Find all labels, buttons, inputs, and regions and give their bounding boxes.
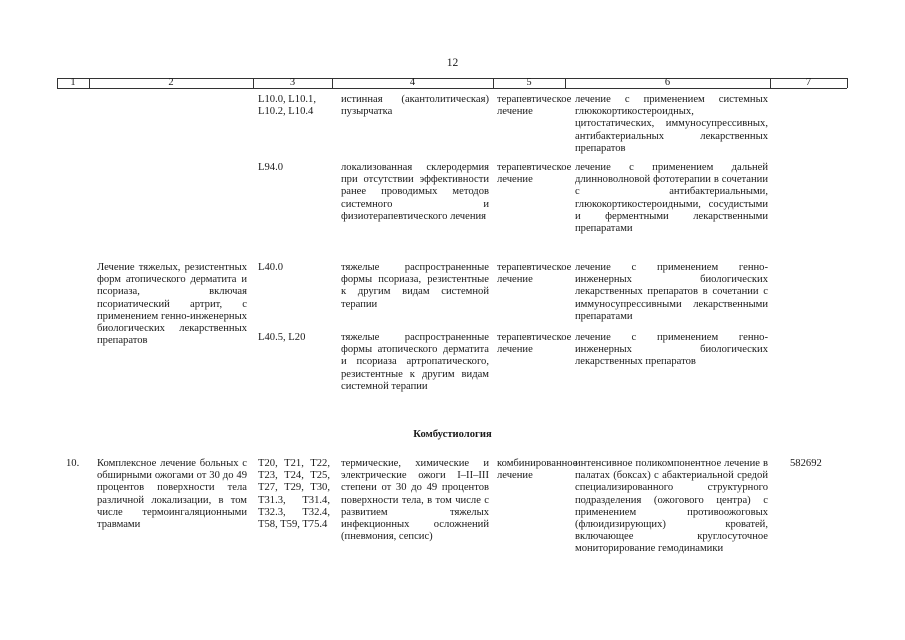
treatment-type: комбинированное лечение	[497, 458, 578, 482]
disease-model: истинная (акантолитическая) пузырчатка	[341, 94, 489, 118]
icd-codes: L40.5, L20	[258, 332, 306, 343]
treatment-type: терапевтическое лечение	[497, 162, 572, 186]
cost-value: 582692	[790, 458, 822, 469]
header-col-7: 7	[805, 77, 812, 88]
disease-model: тяжелые распространенные формы псориаза, резистентные к другим видам системной терапии	[341, 262, 489, 310]
treatment-type: терапевтическое лечение	[497, 94, 572, 118]
header-col-3: 3	[289, 77, 296, 88]
icd-codes: L94.0	[258, 162, 284, 173]
header-divider	[770, 78, 771, 88]
icd-codes: L10.0, L10.1, L10.2, L10.4	[258, 94, 316, 118]
treatment-type: терапевтическое лечение	[497, 332, 572, 356]
header-col-1: 1	[70, 77, 76, 88]
header-divider	[847, 78, 848, 88]
header-col-2: 2	[168, 77, 174, 88]
header-divider	[332, 78, 333, 88]
page-number: 12	[446, 57, 459, 69]
header-divider	[565, 78, 566, 88]
icd-codes: L40.0	[258, 262, 284, 273]
treatment-method: лечение с применением генно-инженерных биологических лекарственных препаратов	[575, 332, 768, 368]
treatment-type: терапевтическое лечение	[497, 262, 572, 286]
profile-name: Комплексное лечение больных с обширными ожогами от 30 до 49 процентов поверхности тела различной локализации, в том числе термоингаляционными травмами	[97, 458, 247, 531]
header-col-6: 6	[664, 77, 671, 88]
treatment-method: лечение с применением генно-инженерных биологических лекарственных препаратов в сочетании с иммуносупрессивными лекарственными препаратами	[575, 262, 768, 322]
header-divider	[57, 78, 58, 88]
row-number: 10.	[66, 458, 80, 469]
disease-model: локализованная склеродермия при отсутствии эффективности ранее проводимых методов системного и физиотерапевтического лечения	[341, 162, 489, 222]
profile-name: Лечение тяжелых, резистентных форм атопического дерматита и псориаза, включая псориатический артрит, с применением генно-инженерных биологических лекарственных препаратов	[97, 262, 247, 347]
header-divider	[89, 78, 90, 88]
section-title: Комбустиология	[413, 429, 492, 440]
disease-model: термические, химические и электрические ожоги I–II–III степени от 30 до 49 процентов поверхности тела, в том числе с развитием тяжелых инфекционных осложнений (пневмония, сепсис)	[341, 458, 489, 543]
treatment-method: лечение с применением дальней длинноволновой фототерапии в сочетании с антибактериальными, глюкокортикостероидными, сосудистыми и ферментными лекарственными препаратами	[575, 162, 768, 235]
disease-model: тяжелые распространенные формы атопического дерматита и псориаза артропатического, резистентные к другим видам системной терапии	[341, 332, 489, 392]
header-col-4: 4	[409, 77, 416, 88]
header-bottom-rule	[57, 88, 847, 89]
treatment-method: интенсивное поликомпонентное лечение в палатах (боксах) с абактериальной средой специализированного структурного подразделения (ожогового центра) с применением противоожоговых (флюидизирующих) кроватей, включающее круглосуточное мониторирование гемодинамики	[575, 458, 768, 555]
treatment-method: лечение с применением системных глюкокортикостероидных, цитостатических, иммуносупрессивных, антибактериальных лекарственных препаратов	[575, 94, 768, 154]
icd-codes: T20, T21, T22, T23, T24, T25, T27, T29, T30, T31.3, T31.4, T32.3, T32.4, T58, T59, T75.4	[258, 458, 330, 531]
header-divider	[493, 78, 494, 88]
header-col-5: 5	[526, 77, 532, 88]
header-divider	[253, 78, 254, 88]
